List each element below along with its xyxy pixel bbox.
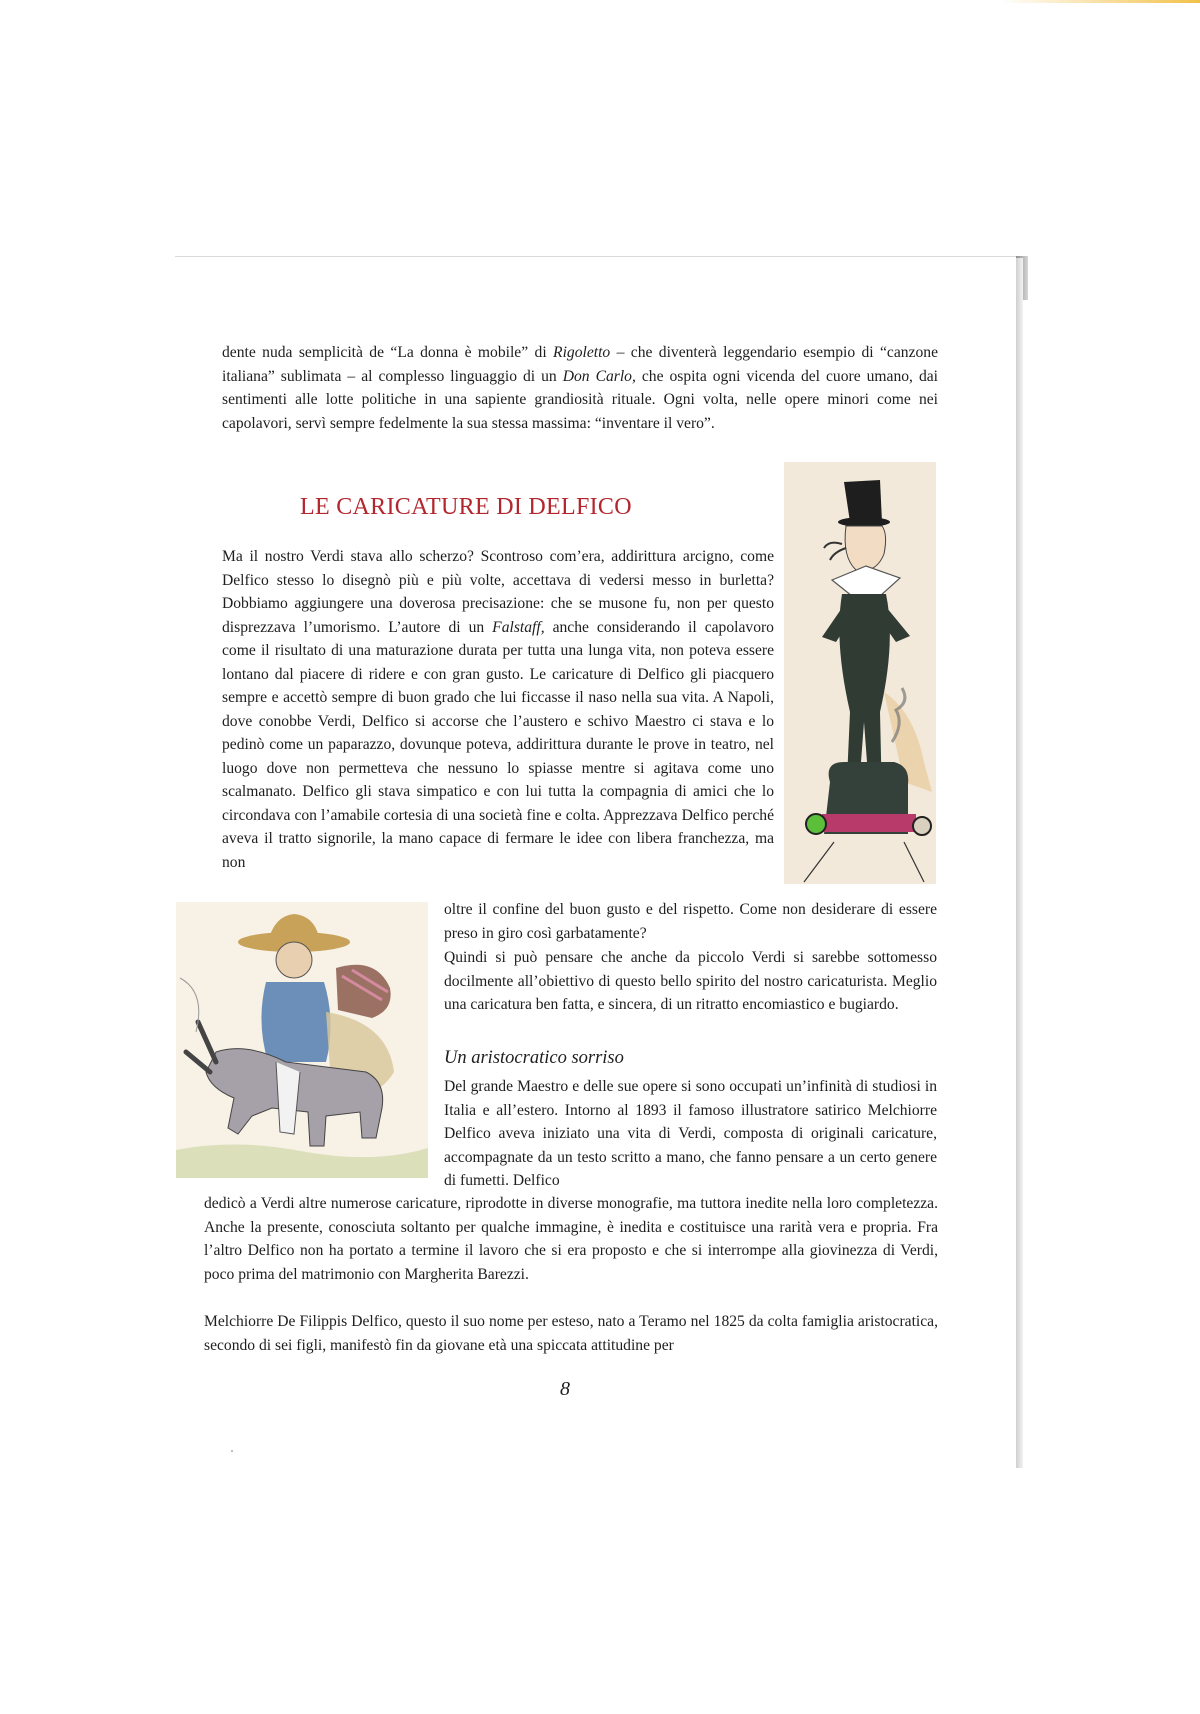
page-top-edge	[175, 256, 1025, 257]
caricature-donkey-rider	[176, 902, 428, 1178]
section-text-b: anche considerando il capolavoro come il risultato di una maturazione durata per tutta una lunga vita, non poteva essere lontano dal piacere di ridere e con gran gusto. Le caricature di Delfico gli piacquero sempre e accettò sempre di buon grado che lui ficcasse il naso nella sua vita. A Napoli, dove conobbe Verdi, Delfico si accorse che l’austero e schivo Maestro ci stava e lo pedinò come un paparazzo, dovunque poteva, addirittura durante le prove in teatro, nel luogo dove non permetteva che nessuno lo spiasse mentre si agitava come uno scalmanato. Delfico gli stava simpatico e con lui tutta la compagnia di amici che lo circondava con l’amabile cortesia di una società fine e colta. Apprezzava Delfico perché aveva il tratto signorile, la mano capace di fermare le idee con libera franchezza, ma non	[222, 618, 774, 871]
section-paragraph-c	[444, 898, 937, 945]
subsection-text-b: dedicò a Verdi altre numerose caricature, riprodotte in diverse monografie, ma tuttora inedite nella loro completezza. Anche la presente, conosciuta soltanto per qualche immagine, è inedita e costituisce una rarità vera e propria. Fra l’altro Delfico non ha portato a termine il lavoro che si era proposto e che si interrompe alla giovinezza di Verdi, poco prima del matrimonio con Margherita Barezzi.	[204, 1195, 938, 1283]
caricature-verdi-locomotive	[784, 462, 936, 884]
title-falstaff: Falstaff,	[492, 618, 545, 636]
intro-text-3: che ospita ogni vicenda del cuore umano, dai sentimenti alle lotte politiche in una sapiente grandiosità rituale. Ogni volta, nelle opere minori come nei capolavori, servì sempre fedelmente la sua stessa massima: “inventare il vero”.	[222, 367, 939, 432]
intro-paragraph	[222, 341, 938, 435]
subsection-paragraph-b	[204, 1192, 938, 1286]
section-title: LE CARICATURE DI DELFICO	[300, 494, 632, 520]
subsection-text-a: Del grande Maestro e delle sue opere si sono occupati un’infinità di studiosi in Italia e all’estero. Intorno al 1893 il famoso illustratore satirico Melchiorre Delfico aveva iniziato una vita di Verdi, composta di originali caricature, accompagnate da un testo scritto a mano, che fanno pensare a un certo genere di fumetti. Delfico	[444, 1078, 937, 1189]
section-text-a: Ma il nostro Verdi stava allo scherzo? Scontroso com’era, addirittura arcigno, come Delfico stesso lo disegnò più e più volte, accettava di vedersi messo in burletta? Dobbiamo aggiungere una doverosa precisazione: che se musone fu, non per questo disprezzava l’umorismo. L’autore di un	[222, 548, 774, 636]
intro-text-2: – che diventerà leggendario esempio di “canzone italiana” sublimata – al complesso linguaggio di un	[222, 344, 939, 385]
page-number: 8	[560, 1378, 570, 1400]
page-right-edge	[1016, 258, 1023, 1468]
section-paragraph-a	[222, 545, 774, 874]
subsection-paragraph-a	[444, 1075, 937, 1193]
section-paragraph-d	[444, 946, 937, 1017]
subsection-paragraph-c	[204, 1310, 938, 1357]
intro-text-1: dente nuda semplicità de “La donna è mobile” di	[222, 344, 554, 361]
scan-edge-highlight	[1000, 0, 1200, 3]
subsection-text-c: Melchiorre De Filippis Delfico, questo il suo nome per esteso, nato a Teramo nel 1825 da colta famiglia aristocratica, secondo di sei figli, manifestò fin da giovane età una spiccata attitudine per	[204, 1313, 938, 1354]
scan-speck	[231, 1450, 233, 1452]
title-rigoletto: Rigoletto	[553, 344, 611, 361]
subheading: Un aristocratico sorriso	[444, 1048, 624, 1068]
title-don-carlo: Don Carlo,	[562, 367, 636, 385]
section-text-c: oltre il confine del buon gusto e del rispetto. Come non desiderare di essere preso in giro così garbatamente?	[444, 901, 937, 942]
section-text-d: Quindi si può pensare che anche da piccolo Verdi si sarebbe sottomesso docilmente all’obiettivo di questo bello spirito del nostro caricaturista. Meglio una caricatura ben fatta, e sincera, di un ritratto encomiastico e bugiardo.	[444, 949, 937, 1013]
